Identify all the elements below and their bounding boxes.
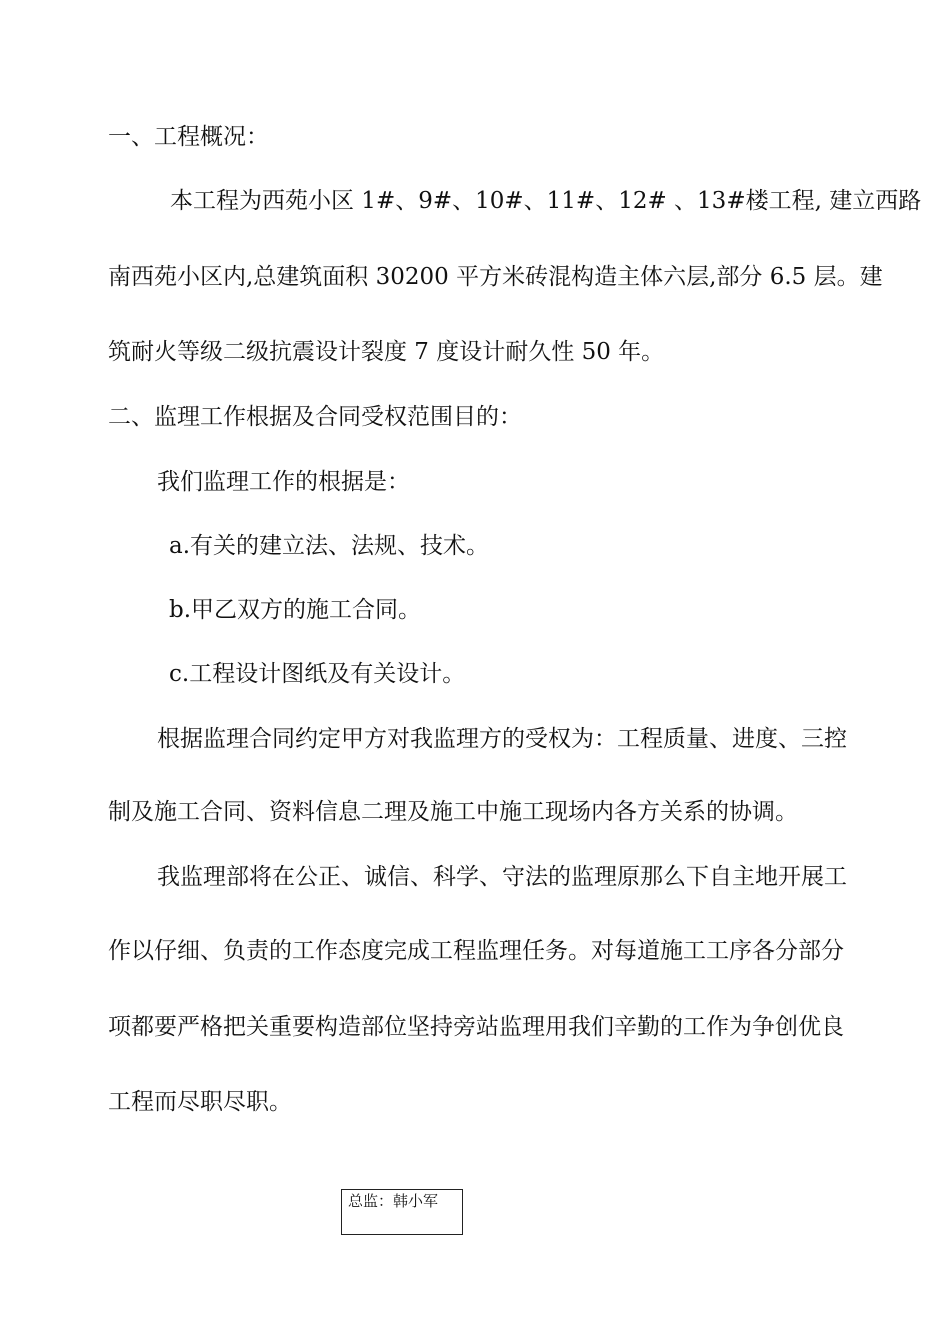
principle-paragraph-line-3: 项都要严格把关重要构造部位坚持旁站监理用我们辛勤的工作为争创优良 — [108, 1014, 844, 1040]
basis-list-item: c.工程设计图纸及有关设计。 — [169, 661, 466, 687]
authority-paragraph-line-1: 根据监理合同约定甲方对我监理方的受权为：工程质量、进度、三控 — [157, 726, 847, 752]
section-heading-overview: 一、工程概况： — [108, 124, 269, 150]
overview-paragraph-line-1: 本工程为西苑小区 1#、9#、10#、11#、12# 、13#楼工程, 建立西路 — [170, 188, 922, 214]
basis-list-item: b.甲乙双方的施工合同。 — [169, 597, 422, 623]
authority-paragraph-line-2: 制及施工合同、资料信息二理及施工中施工现场内各方关系的协调。 — [108, 799, 798, 825]
principle-paragraph-line-4: 工程而尽职尽职。 — [108, 1089, 292, 1115]
basis-intro: 我们监理工作的根据是： — [157, 469, 410, 495]
principle-paragraph-line-2: 作以仔细、负责的工作态度完成工程监理任务。对每道施工工序各分部分 — [108, 938, 844, 964]
section-heading-basis: 二、监理工作根据及合同受权范围目的： — [108, 404, 522, 430]
overview-paragraph-line-3: 筑耐火等级二级抗震设计裂度 7 度设计耐久性 50 年。 — [108, 339, 665, 365]
signature-box: 总监：韩小军 — [341, 1189, 463, 1235]
overview-paragraph-line-2: 南西苑小区内,总建筑面积 30200 平方米砖混构造主体六层,部分 6.5 层。建 — [108, 264, 883, 290]
principle-paragraph-line-1: 我监理部将在公正、诚信、科学、守法的监理原那么下自主地开展工 — [157, 864, 847, 890]
basis-list-item: a.有关的建立法、法规、技术。 — [169, 533, 490, 559]
